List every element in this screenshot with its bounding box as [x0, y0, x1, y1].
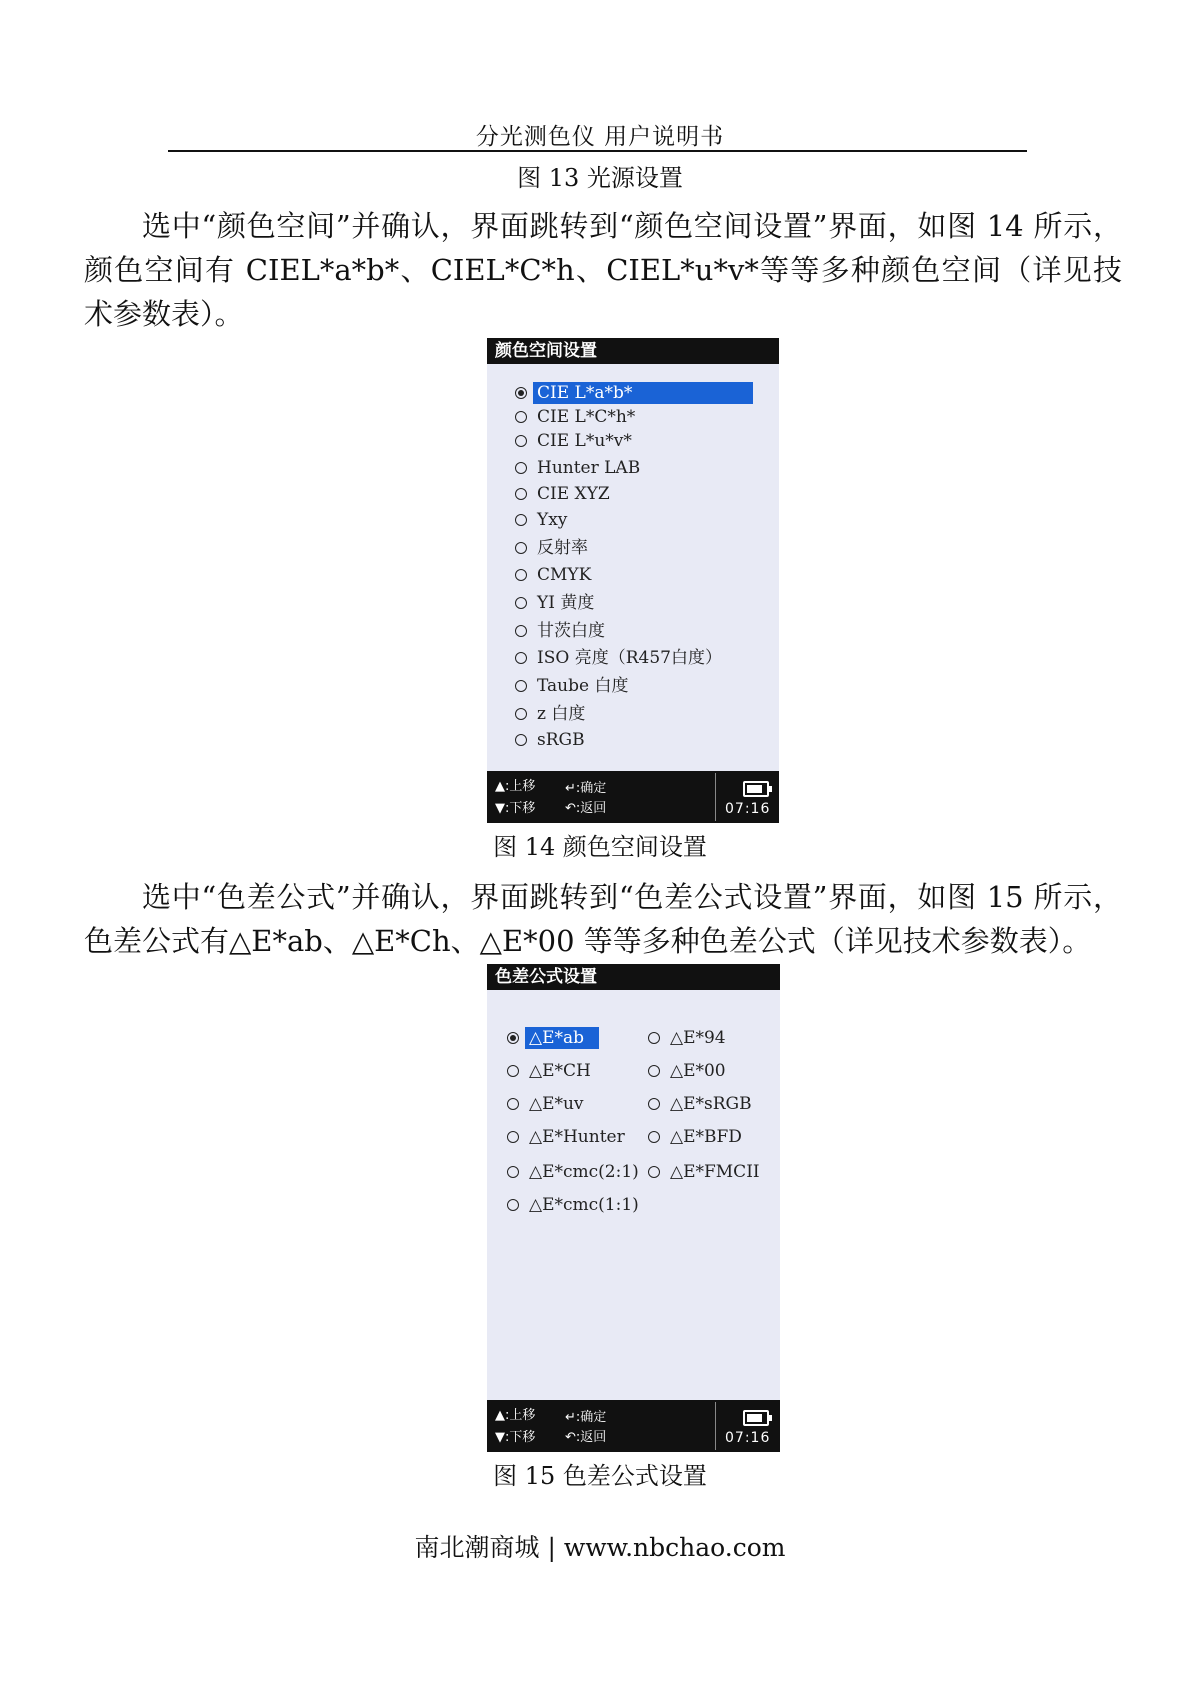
back-hint	[565, 1430, 606, 1446]
radio-option-label: ISO 亮度（R457白度）	[537, 648, 722, 668]
up-hint-label: :上移	[505, 1408, 536, 1423]
radio-checked-icon	[515, 387, 527, 399]
radio-unchecked-icon	[507, 1199, 519, 1211]
radio-unchecked-icon	[507, 1065, 519, 1077]
back-arrow-icon: ↶	[565, 1430, 576, 1445]
radio-option-label: 甘茨白度	[537, 621, 605, 641]
up-hint-label: :上移	[505, 779, 536, 794]
radio-option-label: △E*00	[670, 1061, 726, 1081]
radio-option-label: 反射率	[537, 538, 588, 558]
back-hint-label: :返回	[575, 801, 607, 816]
header-divider	[168, 150, 1027, 152]
enter-hint	[565, 781, 606, 797]
footer-site: 南北潮商城 | www.nbchao.com	[414, 1533, 786, 1562]
down-hint-label: :下移	[505, 1430, 536, 1445]
radio-option-label: △E*Hunter	[529, 1127, 625, 1147]
enter-arrow-icon: ↵	[565, 1410, 576, 1425]
radio-option-label: CIE L*a*b*	[533, 382, 753, 404]
back-arrow-icon: ↶	[565, 801, 576, 816]
radio-option-label: △E*sRGB	[670, 1094, 752, 1114]
radio-checked-icon	[507, 1032, 519, 1044]
radio-unchecked-icon	[515, 597, 527, 609]
radio-option-label: △E*BFD	[670, 1127, 742, 1147]
radio-option-label: CMYK	[537, 565, 592, 585]
radio-unchecked-icon	[648, 1032, 660, 1044]
screen-bottom-bar	[487, 1400, 780, 1452]
radio-unchecked-icon	[515, 462, 527, 474]
radio-option-label: △E*cmc(2:1)	[529, 1162, 639, 1182]
enter-arrow-icon: ↵	[565, 781, 576, 796]
up-hint	[495, 1408, 535, 1424]
radio-option-label: CIE L*u*v*	[537, 431, 632, 451]
radio-option-label: CIE XYZ	[537, 484, 610, 504]
radio-unchecked-icon	[515, 734, 527, 746]
radio-unchecked-icon	[515, 542, 527, 554]
radio-unchecked-icon	[507, 1098, 519, 1110]
screen-bottom-bar	[487, 771, 779, 823]
radio-unchecked-icon	[515, 488, 527, 500]
screen-title: 色差公式设置	[487, 964, 780, 990]
down-hint	[495, 801, 535, 817]
radio-option-label: △E*cmc(1:1)	[529, 1195, 639, 1215]
battery-icon	[743, 1410, 769, 1426]
radio-unchecked-icon	[648, 1166, 660, 1178]
screen-title: 颜色空间设置	[487, 338, 779, 364]
radio-option-label: z 白度	[537, 704, 586, 724]
bottom-bar-divider	[715, 1402, 716, 1450]
color-space-screen	[487, 338, 779, 823]
radio-unchecked-icon	[648, 1065, 660, 1077]
figure-14-caption: 图 14 颜色空间设置	[493, 833, 707, 861]
clock: 07:16	[725, 1430, 771, 1446]
radio-unchecked-icon	[648, 1131, 660, 1143]
radio-unchecked-icon	[507, 1166, 519, 1178]
battery-icon	[743, 781, 769, 797]
radio-unchecked-icon	[515, 652, 527, 664]
back-hint-label: :返回	[575, 1430, 607, 1445]
radio-unchecked-icon	[515, 435, 527, 447]
radio-unchecked-icon	[515, 514, 527, 526]
radio-option-label: △E*94	[670, 1028, 726, 1048]
figure-15-caption: 图 15 色差公式设置	[493, 1462, 707, 1490]
triangle-up-icon: ▲	[495, 779, 505, 794]
radio-unchecked-icon	[515, 411, 527, 423]
radio-unchecked-icon	[515, 708, 527, 720]
back-hint	[565, 801, 606, 817]
down-hint-label: :下移	[505, 801, 536, 816]
up-hint	[495, 779, 535, 795]
down-hint	[495, 1430, 535, 1446]
color-difference-screen	[487, 964, 780, 1452]
radio-option-label: Hunter LAB	[537, 458, 641, 478]
document-header-title: 分光测色仪 用户说明书	[475, 124, 725, 150]
enter-hint	[565, 1410, 606, 1426]
triangle-up-icon: ▲	[495, 1408, 505, 1423]
enter-hint-label: :确定	[575, 781, 607, 796]
radio-option-label: CIE L*C*h*	[537, 407, 636, 427]
enter-hint-label: :确定	[575, 1410, 607, 1425]
radio-option-label: △E*CH	[529, 1061, 591, 1081]
radio-option-label: sRGB	[537, 730, 585, 750]
figure-13-caption: 图 13 光源设置	[517, 164, 683, 192]
clock: 07:16	[725, 801, 771, 817]
radio-unchecked-icon	[515, 680, 527, 692]
triangle-down-icon: ▼	[495, 801, 505, 816]
paragraph-color-space: 选中“颜色空间”并确认，界面跳转到“颜色空间设置”界面，如图 14 所示，颜色空间有 CIEL*a*b*、CIEL*C*h、CIEL*u*v*等等多种颜色空间（详见技术参数表）。	[84, 209, 1122, 331]
paragraph-color-difference: 选中“色差公式”并确认，界面跳转到“色差公式设置”界面，如图 15 所示，色差公式有△E*ab、△E*Ch、△E*00 等等多种色差公式（详见技术参数表）。	[84, 880, 1122, 958]
bottom-bar-divider	[715, 773, 716, 821]
triangle-down-icon: ▼	[495, 1430, 505, 1445]
radio-option-label: Yxy	[537, 510, 568, 530]
radio-unchecked-icon	[507, 1131, 519, 1143]
radio-option-label: Taube 白度	[537, 676, 629, 696]
radio-unchecked-icon	[515, 625, 527, 637]
radio-unchecked-icon	[648, 1098, 660, 1110]
radio-unchecked-icon	[515, 569, 527, 581]
radio-option-label: △E*ab	[525, 1027, 599, 1049]
radio-option-label: △E*uv	[529, 1094, 584, 1114]
radio-option-label: YI 黄度	[537, 593, 595, 613]
radio-option-label: △E*FMCII	[670, 1162, 760, 1182]
